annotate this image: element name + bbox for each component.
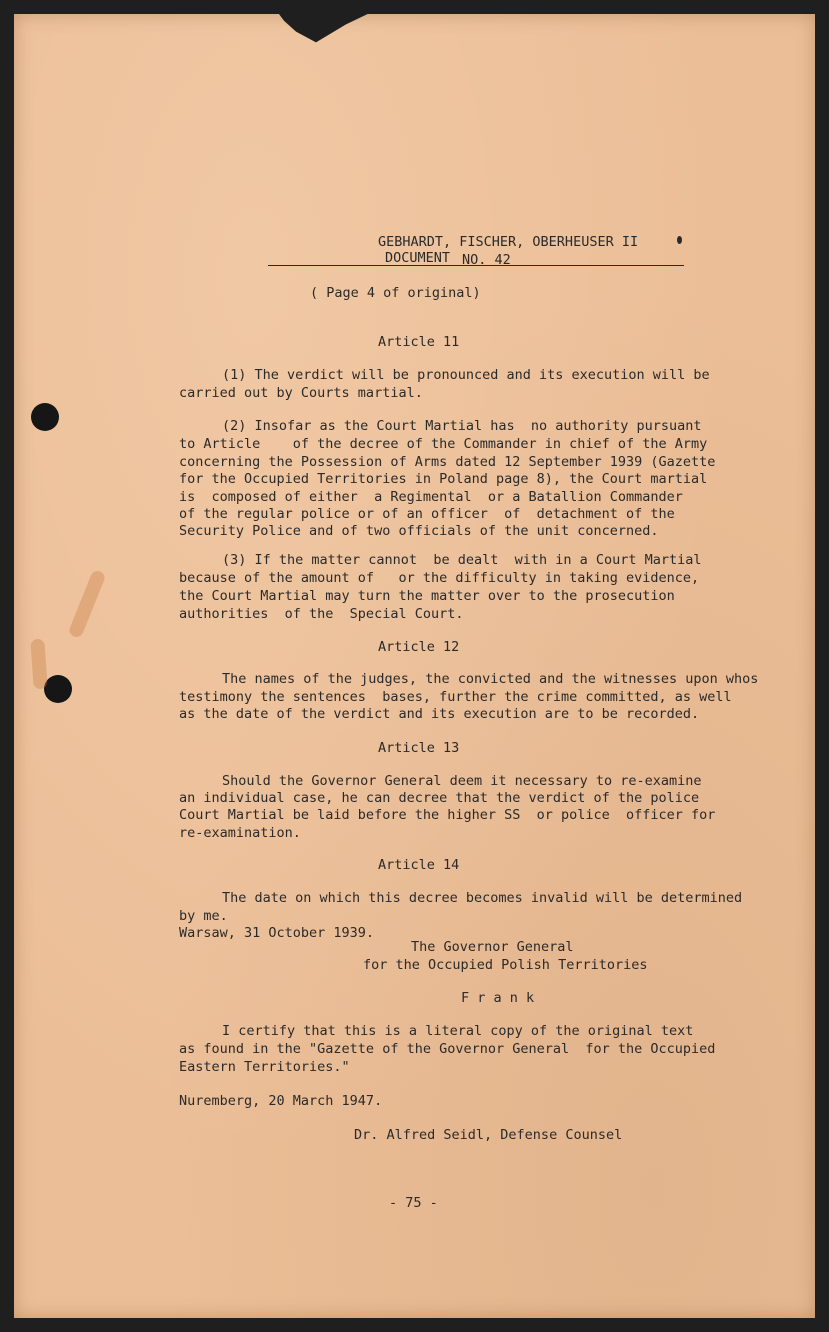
article-heading: Article 13 xyxy=(378,740,460,756)
text-line: Court Martial be laid before the higher SS or police officer for xyxy=(179,807,716,823)
text-line: as found in the "Gazette of the Governor General for the Occupied xyxy=(179,1041,716,1057)
ink-mark xyxy=(677,236,682,244)
page-number: - 75 - xyxy=(389,1195,438,1211)
signatory-title: The Governor General xyxy=(411,939,574,955)
text-line: for the Occupied Territories in Poland page 8), the Court martial xyxy=(179,471,708,487)
text-line: Security Police and of two officials of the unit concerned. xyxy=(179,523,659,539)
text-line: carried out by Courts martial. xyxy=(179,385,423,401)
certification-place-date: Nuremberg, 20 March 1947. xyxy=(179,1093,383,1109)
text-line: Should the Governor General deem it necessary to re-examine xyxy=(222,773,702,789)
defense-counsel: Dr. Alfred Seidl, Defense Counsel xyxy=(354,1127,623,1143)
text-line: is composed of either a Regimental or a Batallion Commander xyxy=(179,489,683,505)
text-line: (2) Insofar as the Court Martial has no authority pursuant xyxy=(222,418,702,434)
article-heading: Article 12 xyxy=(378,639,460,655)
text-line: The names of the judges, the convicted and the witnesses upon whos xyxy=(222,671,759,687)
text-line: re-examination. xyxy=(179,825,301,841)
text-line: concerning the Possession of Arms dated 12 September 1939 (Gazette xyxy=(179,454,716,470)
text-line: The date on which this decree becomes invalid will be determined xyxy=(222,890,743,906)
article-heading: Article 11 xyxy=(378,334,460,350)
page-of-original: ( Page 4 of original) xyxy=(310,285,481,301)
signature: F r a n k xyxy=(461,990,535,1006)
text-line: of the regular police or of an officer of detachment of the xyxy=(179,506,675,522)
signatory-title: for the Occupied Polish Territories xyxy=(363,957,648,973)
text-line: I certify that this is a literal copy of the original text xyxy=(222,1023,694,1039)
text-line: the Court Martial may turn the matter over to the prosecution xyxy=(179,588,675,604)
article-heading: Article 14 xyxy=(378,857,460,873)
text-line: because of the amount of or the difficulty in taking evidence, xyxy=(179,570,700,586)
document-number: NO. 42 xyxy=(462,252,511,268)
defendant-names: GEBHARDT, FISCHER, OBERHEUSER II xyxy=(378,234,639,250)
text-line: an individual case, he can decree that the verdict of the police xyxy=(179,790,700,806)
punch-hole xyxy=(31,403,59,431)
header-underline xyxy=(268,265,684,266)
torn-edge xyxy=(276,10,376,46)
document-page xyxy=(14,14,815,1318)
text-line: as the date of the verdict and its execution are to be recorded. xyxy=(179,706,700,722)
place-date: Warsaw, 31 October 1939. xyxy=(179,925,375,941)
text-line: to Article of the decree of the Commander in chief of the Army xyxy=(179,436,708,452)
text-line: testimony the sentences bases, further the crime committed, as well xyxy=(179,689,732,705)
text-line: by me. xyxy=(179,908,228,924)
stain xyxy=(30,639,47,690)
stain xyxy=(67,569,106,639)
text-line: authorities of the Special Court. xyxy=(179,606,464,622)
text-line: (3) If the matter cannot be dealt with in a Court Martial xyxy=(222,552,702,568)
text-line: (1) The verdict will be pronounced and its execution will be xyxy=(222,367,710,383)
punch-hole xyxy=(44,675,72,703)
text-line: Eastern Territories." xyxy=(179,1059,350,1075)
document-label: DOCUMENT xyxy=(385,250,451,266)
